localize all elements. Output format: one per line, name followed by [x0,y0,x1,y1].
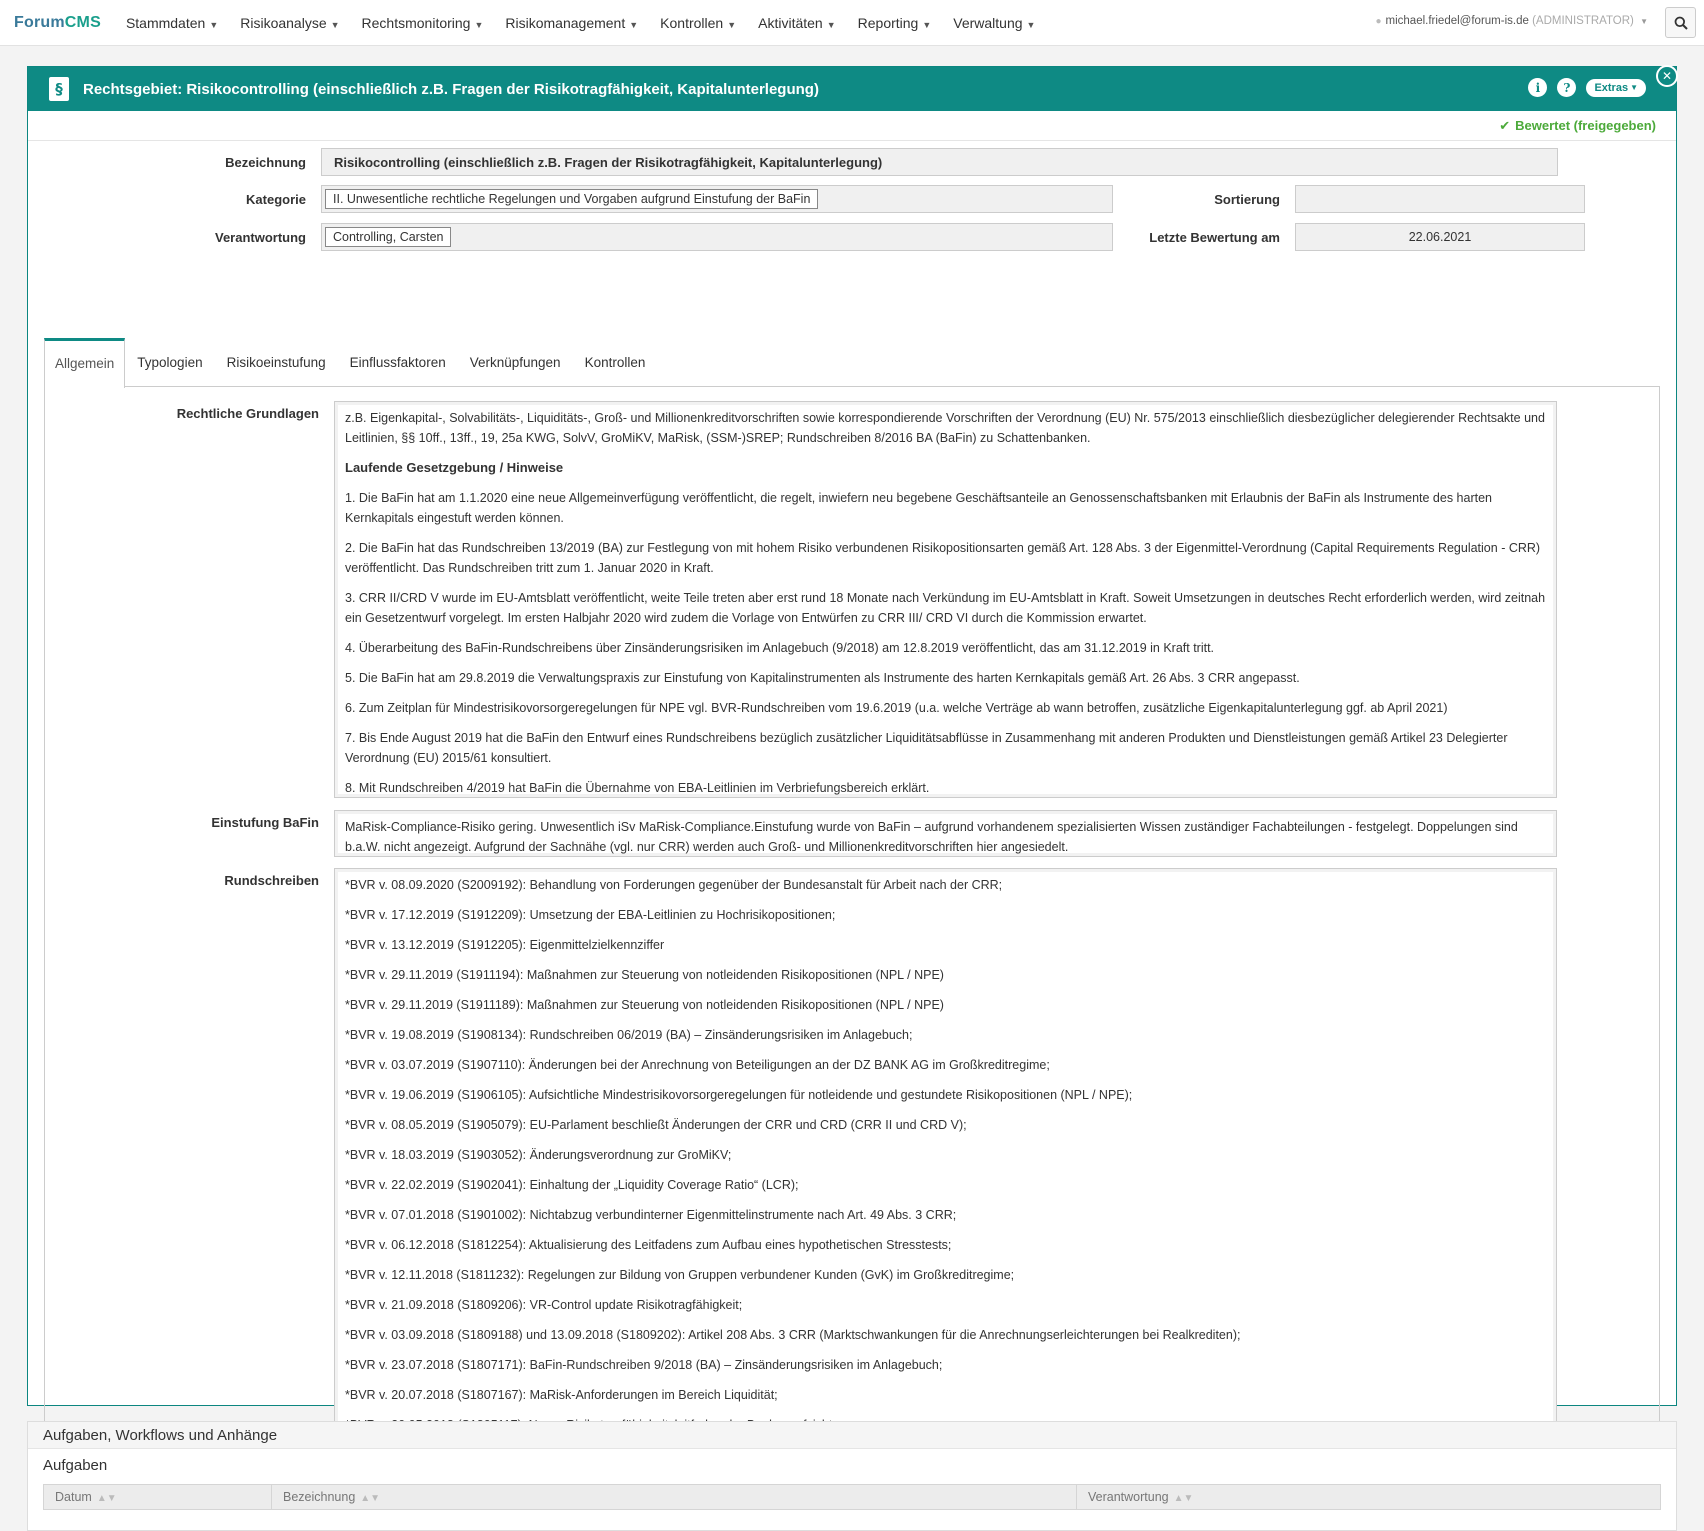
rundschreiben-item: *BVR v. 03.07.2019 (S1907110): Änderungen bei der Anrechnung von Beteiligungen an der DZ BANK AG im Großkreditregime; [345,1058,1050,1072]
column-verantwortung[interactable] [1077,1485,1193,1509]
rundschreiben-item: *BVR v. 21.09.2018 (S1809206): VR-Control update Risikotragfähigkeit; [345,1298,743,1312]
column-bezeichnung[interactable] [272,1485,1077,1509]
main-menu [115,15,1047,31]
status-badge [1499,118,1656,134]
search-icon [1674,16,1688,30]
logo-cms: CMS [64,13,101,31]
paragraph-document-icon: § [49,77,69,101]
tab-kontrollen[interactable]: Kontrollen [584,355,646,370]
status-text: Bewertet (freigegeben) [1515,118,1656,133]
hinweis-item: 6. Zum Zeitplan für Mindestrisikovorsorgeregelungen für NPE vgl. BVR-Rundschreiben vom 19.6.2019 (u.a. welche Verträge ab wann betroffen, zusätzliche Eigenkapitalunterlegung ggf. ab April 2021) [345,701,1448,715]
hinweis-item: 2. Die BaFin hat das Rundschreiben 13/2019 (BA) zur Festlegung von mit hohem Risiko verbundenen Risikopositionsarten gemäß Art. 128 Abs. 3 der Eigenmittel-Verordnung (Capital Requirements Regulation - CRR) veröffentlicht. Das Rundschreiben tritt zum 1. Januar 2020 in Kraft. [345,541,1541,575]
menu-stammdaten[interactable] [126,15,218,31]
menu-label: Verwaltung [953,14,1023,31]
rundschreiben-item: *BVR v. 23.07.2018 (S1807171): BaFin-Rundschreiben 9/2018 (BA) – Zinsänderungsrisiken im Anlagebuch; [345,1358,943,1372]
detail-panel [27,66,1677,1406]
rechtliche-grundlagen-box[interactable] [334,401,1557,798]
verantwortung-field[interactable] [321,223,1113,251]
rundschreiben-item: *BVR v. 18.03.2019 (S1903052): Änderungsverordnung zur GroMiKV; [345,1148,732,1162]
menu-label: Risikoanalyse [240,14,327,31]
rundschreiben-item: *BVR v. 29.11.2019 (S1911189): Maßnahmen zur Steuerung von notleidenden Risikopositionen (NPL / NPE) [345,998,944,1012]
column-label: Bezeichnung [283,1490,356,1504]
letzte-bewertung-label: Letzte Bewertung am [1149,229,1280,245]
bezeichnung-field[interactable]: Risikocontrolling (einschließlich z.B. Fragen der Risikotragfähigkeit, Kapitalunterlegung) [321,148,1558,176]
rundschreiben-item: *BVR v. 22.02.2019 (S1902041): Einhaltung der „Liquidity Coverage Ratio“ (LCR); [345,1178,799,1192]
tasks-panel-title: Aufgaben, Workflows und Anhänge [28,1422,1676,1449]
tab-verknuepfungen[interactable]: Verknüpfungen [469,355,561,370]
rundschreiben-item: *BVR v. 07.01.2018 (S1901002): Nichtabzug verbundinterner Eigenmittelinstrumente nach Art. 49 Abs. 3 CRR; [345,1208,957,1222]
rundschreiben-label: Rundschreiben [224,873,319,888]
info-icon[interactable]: i [1528,78,1547,97]
help-icon[interactable]: ? [1557,78,1576,97]
einstufung-text: MaRisk-Compliance-Risiko gering. Unwesentlich iSv MaRisk-Compliance.Einstufung wurde von BaFin – aufgrund vorhandenem spezialisierten Wissen zuständiger Fachabteilungen - festgelegt. Doppelungen sind b.a.W. nicht angezeigt. Aufgrund der Sachnähe (vgl. nur CRR) werden auch Groß- und Millionenkreditvorschriften hier angesiedelt. [345,820,1518,854]
bezeichnung-label: Bezeichnung [225,154,306,170]
menu-label: Kontrollen [660,14,724,31]
sort-icon: ▲▼ [360,1493,381,1504]
hinweis-item: 4. Überarbeitung des BaFin-Rundschreibens über Zinsänderungsrisiken im Anlagebuch (9/2018) am 12.8.2019 veröffentlicht, das am 31.12.2019 in Kraft tritt. [345,641,1215,655]
caret-down-icon: ▼ [727,19,737,30]
tab-allgemein[interactable]: Allgemein [44,338,125,388]
rechtliche-grundlagen-label: Rechtliche Grundlagen [176,406,319,421]
menu-label: Stammdaten [125,14,206,31]
user-menu[interactable] [1375,15,1648,27]
letzte-bewertung-field: 22.06.2021 [1295,223,1585,251]
row-kategorie [28,185,1585,213]
menu-label: Risikomanagement [505,14,626,31]
tab-typologien[interactable]: Typologien [137,355,203,370]
rundschreiben-item: *BVR v. 06.12.2018 (S1812254): Aktualisierung des Leitfadens zum Aufbau eines hypothetischen Stresstests; [345,1238,952,1252]
rundschreiben-item: *BVR v. 19.08.2019 (S1908134): Rundschreiben 06/2019 (BA) – Zinsänderungsrisiken im Anlagebuch; [345,1028,913,1042]
column-datum[interactable] [44,1485,272,1509]
rundschreiben-item: *BVR v. 13.12.2019 (S1912205): Eigenmittelzielkennziffer [345,938,665,952]
panel-title: Rechtsgebiet: Risikocontrolling (einschließlich z.B. Fragen der Risikotragfähigkeit, Kapitalunterlegung) [83,80,819,98]
caret-down-icon: ▼ [1640,17,1648,26]
panel-header [28,67,1676,111]
menu-label: Reporting [857,14,919,31]
rundschreiben-item: *BVR v. 19.06.2019 (S1906105): Aufsichtliche Mindestrisikovorsorgeregelungen für notleidende und gestundete Risikopositionen (NPL / NPE); [345,1088,1133,1102]
kategorie-field[interactable] [321,185,1113,213]
caret-down-icon: ▼ [209,19,219,30]
rundschreiben-item: *BVR v. 12.11.2018 (S1811232): Regelungen zur Bildung von Gruppen verbundener Kunden (GvK) im Großkreditregime; [345,1268,1015,1282]
close-icon[interactable]: ✕ [1656,65,1678,87]
hinweis-item: 7. Bis Ende August 2019 hat die BaFin den Entwurf eines Rundschreibens bezüglich zusätzlicher Liquiditätsabflüsse in Zusammenhang mit anderen Produkten und Dienstleistungen gemäß Artikel 23 Delegierter Verordnung (EU) 2015/61 konsultiert. [345,731,1508,765]
hinweis-item: 5. Die BaFin hat am 29.8.2019 die Verwaltungspraxis zur Einstufung von Kapitalinstrumenten als Instrumente des harten Kernkapitals gemäß Art. 26 Abs. 3 CRR angepasst. [345,671,1300,685]
tasks-table-header [43,1484,1661,1510]
menu-reporting[interactable] [858,15,932,31]
rundschreiben-item: *BVR v. 17.12.2019 (S1912209): Umsetzung der EBA-Leitlinien zu Hochrisikopositionen; [345,908,836,922]
einstufung-bafin-label: Einstufung BaFin [211,815,319,830]
sort-icon: ▲▼ [1173,1493,1194,1504]
caret-down-icon: ▼ [1026,19,1036,30]
rundschreiben-item: *BVR v. 20.07.2018 (S1807167): MaRisk-Anforderungen im Bereich Liquidität; [345,1388,778,1402]
rundschreiben-item: *BVR v. 08.09.2020 (S2009192): Behandlung von Forderungen gegenüber der Bundesanstalt für Arbeit nach der CRR; [345,878,1003,892]
menu-label: Aktivitäten [758,14,823,31]
user-email: michael.friedel@forum-is.de [1385,15,1529,27]
menu-risikomanagement[interactable] [505,15,638,31]
status-row [28,111,1676,141]
column-label: Verantwortung [1088,1490,1169,1504]
menu-rechtsmonitoring[interactable] [362,15,484,31]
rundschreiben-item: *BVR v. 08.05.2019 (S1905079): EU-Parlament beschließt Änderungen der CRR und CRD (CRR II und CRD V); [345,1118,967,1132]
kategorie-label: Kategorie [246,191,306,207]
menu-verwaltung[interactable] [953,15,1035,31]
row-verantwortung [28,223,1585,251]
column-label: Datum [55,1490,92,1504]
search-button[interactable] [1665,7,1696,38]
menu-kontrollen[interactable] [660,15,736,31]
caret-down-icon: ▼ [629,19,639,30]
hinweis-item: 3. CRR II/CRD V wurde im EU-Amtsblatt veröffentlicht, weite Teile treten aber erst rund 18 Monate nach Verkündung im EU-Amtsblatt in Kraft. Soweit Umsetzungen in deutsches Recht erforderlich werden, wird zeitnah ein Gesetzentwurf vorgelegt. Im ersten Halbjahr 2020 wird zudem die Vorlage von Entwürfen zu CRR III/ CRD VI durch die Kommission erwartet. [345,591,1546,625]
user-icon: ● [1375,16,1382,27]
tasks-subtitle: Aufgaben [43,1457,108,1474]
caret-down-icon: ▼ [474,19,484,30]
check-icon: ✔ [1499,118,1511,133]
caret-down-icon: ▼ [330,19,340,30]
rechtliche-intro: z.B. Eigenkapital-, Solvabilitäts-, Liquiditäts-, Groß- und Millionenkreditvorschriften sowie korrespondierende Vorschriften der Verordnung (EU) Nr. 575/2013 einschließlich diesbezüglicher delegierender Rechtsakte und Leitlinien, §§ 10ff., 13ff., 19, 25a KWG, SolvV, GroMiKV, MaRisk, (SSM-)SREP; Rundschreiben 8/2016 BA (BaFin) zu Schattenbanken. [345,411,1545,445]
hinweis-item: 1. Die BaFin hat am 1.1.2020 eine neue Allgemeinverfügung veröffentlicht, die regelt, inwiefern neu begebene Geschäftsanteile an Genossenschaftsbanken mit Erlaubnis der BaFin als Instrumente des harten Kernkapitals eingestuft werden können. [345,491,1493,525]
app-logo[interactable] [14,14,101,32]
rundschreiben-item: *BVR v. 03.09.2018 (S1809188) und 13.09.2018 (S1809202): Artikel 208 Abs. 3 CRR (Marktschwankungen für die Anrechnungserleichterungen bei Realkrediten); [345,1328,1241,1342]
tab-bar [44,338,1660,387]
hinweis-item: 8. Mit Rundschreiben 4/2019 hat BaFin die Übernahme von EBA-Leitlinien im Verbriefungsbereich erklärt. [345,781,930,795]
sortierung-field[interactable] [1295,185,1585,213]
menu-risikoanalyse[interactable] [240,15,339,31]
menu-label: Rechtsmonitoring [361,14,471,31]
rundschreiben-item: *BVR v. 29.11.2019 (S1911194): Maßnahmen zur Steuerung von notleidenden Risikopositionen (NPL / NPE) [345,968,944,982]
sort-icon: ▲▼ [96,1493,117,1504]
logo-forum: Forum [14,13,65,31]
tab-risikoeinstufung[interactable]: Risikoeinstufung [226,355,326,370]
sortierung-label: Sortierung [1214,191,1280,207]
user-role: (ADMINISTRATOR) [1532,15,1634,27]
tasks-panel [27,1421,1677,1531]
tab-content-allgemein [44,386,1660,1456]
menu-aktivitaeten[interactable] [758,15,836,31]
rechtliche-heading: Laufende Gesetzgebung / Hinweise [345,460,564,475]
einstufung-bafin-box[interactable] [334,810,1557,857]
verantwortung-tag[interactable]: Controlling, Carsten [325,227,451,247]
extras-label: Extras [1594,81,1629,94]
verantwortung-label: Verantwortung [214,229,306,245]
row-bezeichnung [28,148,1558,176]
top-navbar [0,0,1704,46]
caret-down-icon: ▼ [922,19,932,30]
header-actions [1528,78,1646,97]
rundschreiben-box[interactable] [334,868,1557,1438]
kategorie-tag[interactable]: II. Unwesentliche rechtliche Regelungen und Vorgaben aufgrund Einstufung der BaFin [325,189,818,209]
tab-einflussfaktoren[interactable]: Einflussfaktoren [349,355,446,370]
extras-button[interactable] [1586,79,1646,97]
caret-down-icon: ▼ [1630,83,1638,92]
caret-down-icon: ▼ [826,19,836,30]
